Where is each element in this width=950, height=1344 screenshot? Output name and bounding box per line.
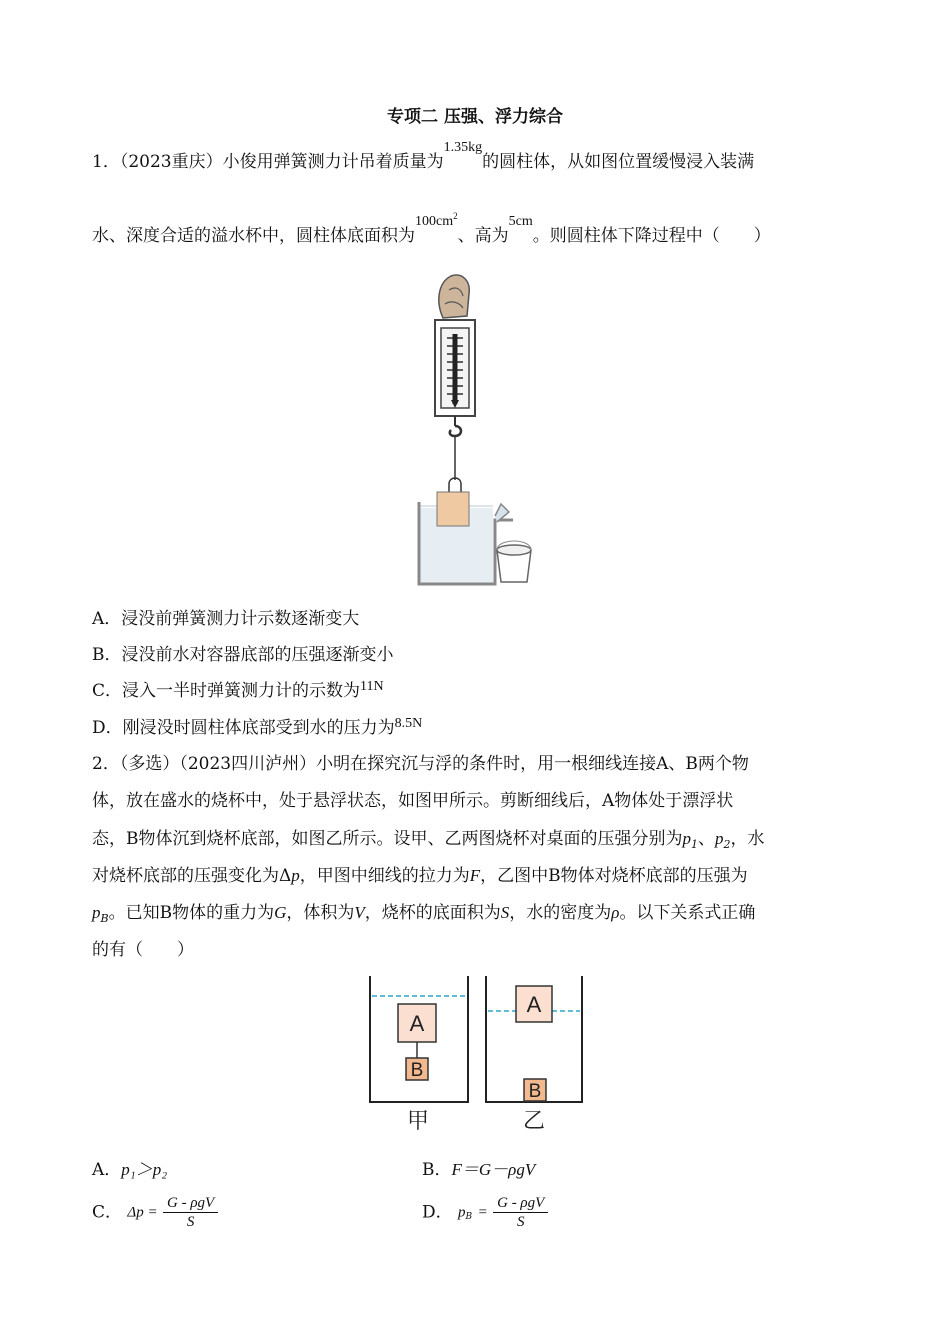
q1-line-2 [92,211,771,250]
q1-area: 100cm2 [415,211,458,229]
beaker-left-block-b: B [410,1060,424,1081]
q2-option-b: B．F＝G－ρgV [422,1160,536,1180]
q2-option-d-fraction: $\frac{\text{G - ρgV}}{S}$ [493,1194,548,1231]
q1-option-b: B．浸没前水对容器底部的压强逐渐变小 [92,645,394,665]
q1-option-d: D．刚浸没时圆柱体底部受到水的压力为$^{8.5N}$ [92,716,423,738]
q2-line-3: 态，B物体沉到烧杯底部，如图乙所示。设甲、乙两图烧杯对桌面的压强分别为$p_1$、$p_2$，水 [92,829,765,851]
q2-beakers-figure [362,972,592,1136]
q1-text-e: 。则圆柱体下降过程中（ ） [532,226,771,246]
q2-line-5: $p_B$。已知B物体的重力为G，体积为V，烧杯的底面积为S，水的密度为ρ。以下关系式正确 [92,903,756,925]
q2-line-1: 2．（多选）（2023四川泸州）小明在探究沉与浮的条件时，用一根细线连接A、B两个物 [92,754,749,774]
q1-text-a: （2023重庆）小俊用弹簧测力计吊着质量为 [119,152,444,172]
beaker-right-block-a: A [526,992,542,1017]
q2-option-d: D． $p_B$ = $\frac{\text{G - ρgV}}{S}$ [422,1192,548,1233]
q1-text-d: 、高为 [457,226,509,246]
q1-mass: 1.35kg [443,140,483,155]
q2-option-a: A．p₁＞p₂ [92,1160,168,1180]
page-title: 专项二 压强、浮力综合 [387,107,563,127]
q1-height: 5cm [508,214,533,229]
caption-jia: 甲 [406,1109,430,1134]
q2-option-c-fraction: $\frac{\text{G - ρgV}}{S}$ [163,1194,218,1231]
q2-option-c: C． Δp = $\frac{\text{G - ρgV}}{S}$ [92,1192,218,1233]
beaker-left-block-a: A [409,1011,425,1036]
q1-text-c: 水、深度合适的溢水杯中，圆柱体底面积为 [92,226,415,246]
q1-option-c: C．浸入一半时弹簧测力计的示数为$^{11N}$ [92,679,384,701]
q1-text-b: 的圆柱体，从如图位置缓慢浸入装满 [482,152,755,172]
q1-option-a: A．浸没前弹簧测力计示数逐渐变大 [92,609,360,629]
q2-number: 2． [92,754,120,774]
beaker-right-block-b: B [528,1081,542,1102]
q2-line-2: 体，放在盛水的烧杯中，处于悬浮状态，如图甲所示。剪断细线后，A物体处于漂浮状 [92,791,734,811]
q1-spring-scale-figure [405,270,545,590]
q1-number: 1． [92,152,120,172]
q2-line-4: 对烧杯底部的压强变化为Δp，甲图中细线的拉力为F，乙图中B物体对烧杯底部的压强为 [92,866,748,886]
q2-line-6: 的有（ ） [92,940,194,960]
caption-yi: 乙 [522,1109,546,1134]
q1-line-1 [92,140,755,176]
